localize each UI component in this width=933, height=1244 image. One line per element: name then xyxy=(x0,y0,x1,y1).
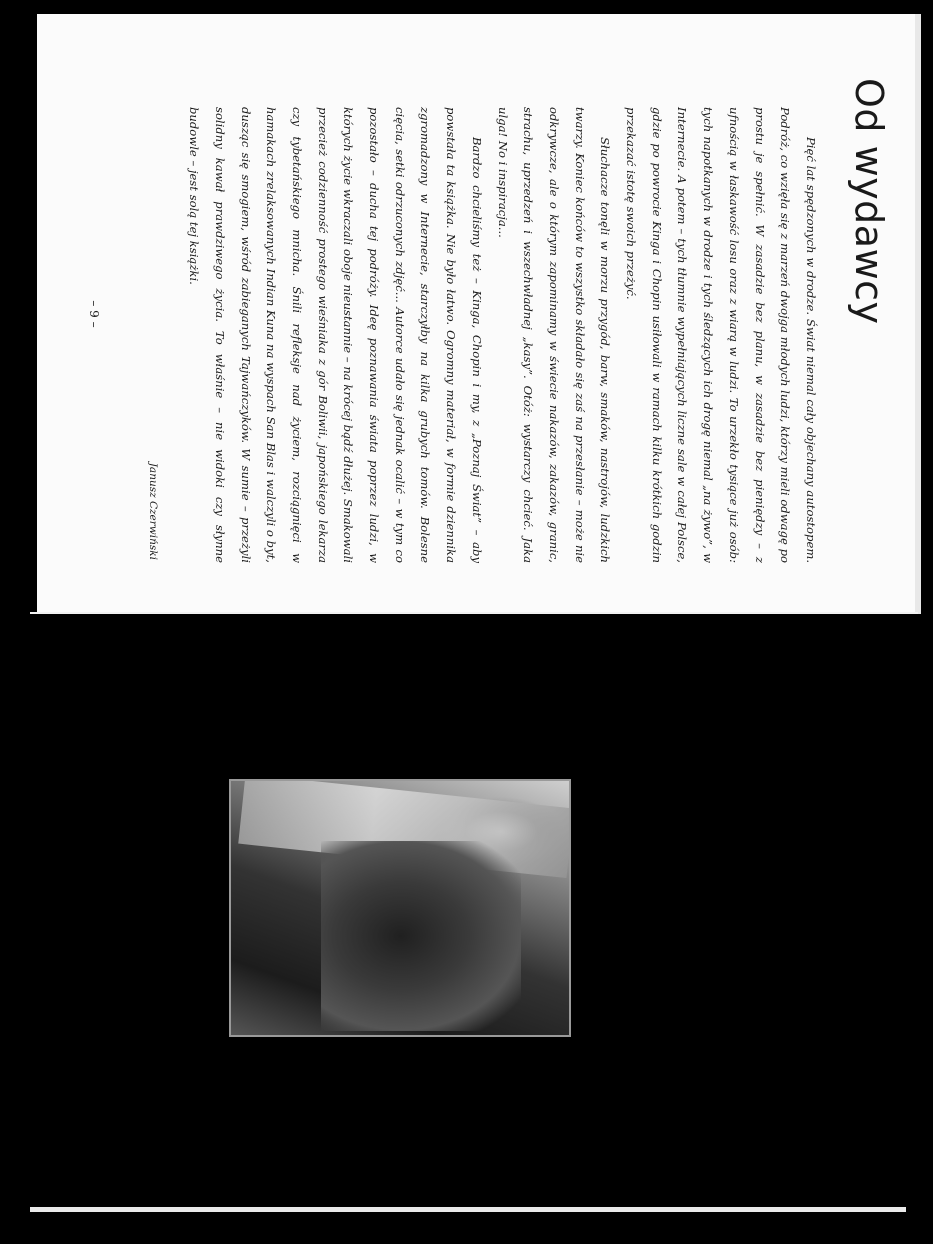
book-page xyxy=(37,14,921,614)
photo-figures xyxy=(321,841,521,1031)
paragraph-3: Bardzo chcieliśmy też – Kinga, Chopin i my, z „Poznaj Świat” – aby powstała ta książka. Nie było łatwo. Ogromny materiał, w formie dziennika zgromadzony w Internecie, starczyłby na kilka grubych tomów. Bolesne cięcia, setki odrzuconych zdjęć... Autorce udało się jednak ocalić – w tym co pozostało – ducha tej podróży. Ideę poznawania świata poprzez ludzi, w których życie wkraczali oboje nieustannie – na krócej bądź dłużej. Smakowali przecież codzienność prostego wieśniaka z gór Boliwii, japońskiego lekarza czy tybetańskiego mnicha. Śnili refleksje nad życiem, rozciągnięci w hamakach zrelaksowanych Indian Kuna na wyspach San Blas i walczyli o byt, dusząc się smogiem, wśród zabieganych Tajwańczyków. W sumie – przeżyli solidny kawał prawdziwego życia. To właśnie – nie widoki czy słynne budowle – jest solą tej książki. xyxy=(187,107,484,563)
page-heading: Od wydawcy xyxy=(847,78,891,325)
bottom-page-edge xyxy=(30,1207,906,1212)
paragraph-2: Słuchacze tonęli w morzu przygód, barw, smaków, nastrojów, ludzkich twarzy. Koniec końców to wszystko składało się zaś na przesłanie – może nie odkrywcze, ale o którym zapominamy w świecie nakazów, zakazów, granic, strachu, uprzedzeń i wszechwładnej „kasy”. Otóż: wystarczy chcieć. Jaka ulga! No i inspiracja... xyxy=(495,107,613,563)
author-signature: Janusz Czerwiński xyxy=(147,462,159,560)
page-number: – 9 – xyxy=(87,300,101,328)
paragraph-1: Pięć lat spędzonych w drodze. Świat niemal cały objechany autostopem. Podróż, co wzięła się z marzeń dwojga młodych ludzi, którzy mieli odwagę po prostu je spełnić. W zasadzie bez planu, w zasadzie bez pieniędzy – z ufnością w łaskawość losu oraz z wiarą w ludzi. To urzekło tysiące już osób: tych napotkanych w drodze i tych śledzących ich drogę niemal „na żywo”, w Internecie. A potem – tych tłumnie wypełniających liczne sale w całej Polsce, gdzie po powrocie Kinga i Chopin usiłowali w ramach kilku krótkich godzin przekazać istotę swoich przeżyć. xyxy=(624,107,818,563)
hitchhikers-photo xyxy=(229,779,571,1037)
body-text xyxy=(180,107,823,563)
page-edge-line xyxy=(30,612,918,614)
rotated-page-content xyxy=(73,14,903,614)
